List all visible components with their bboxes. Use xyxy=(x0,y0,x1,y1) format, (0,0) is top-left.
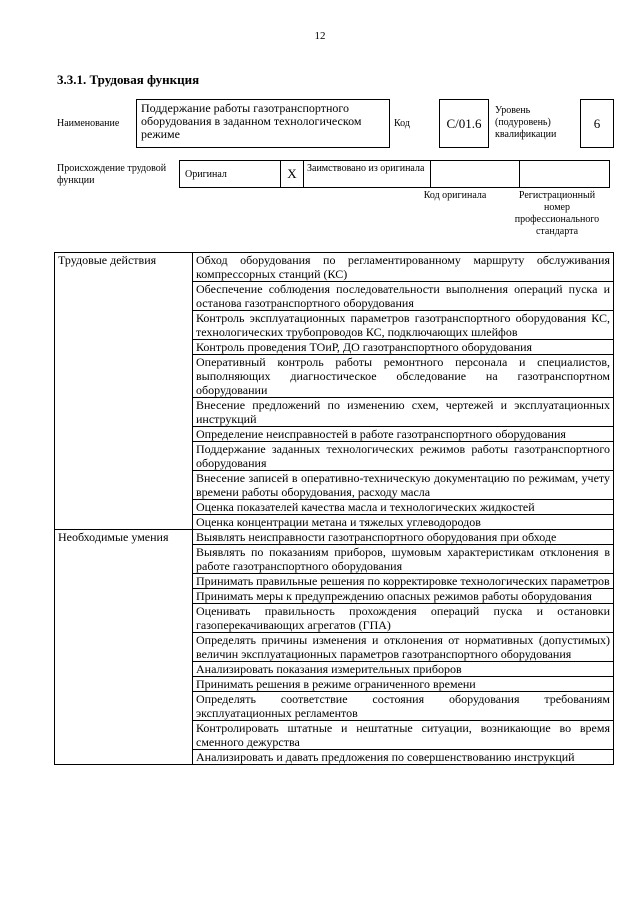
section-label: Необходимые умения xyxy=(55,530,193,765)
table-row xyxy=(55,530,614,545)
origin-label: Происхождение трудовой функции xyxy=(57,163,167,186)
code-label: Код xyxy=(394,118,410,129)
table-cell: Оценка концентрации метана и тяжелых углеводородов xyxy=(193,515,614,530)
borrowed-label: Заимствовано из оригинала xyxy=(303,160,431,188)
table-cell: Принимать решения в режиме ограниченного времени xyxy=(193,677,614,692)
table-cell: Внесение записей в оперативно-техническую документацию по режимам, учету времени работы оборудования, расходу масла xyxy=(193,471,614,500)
table-cell: Внесение предложений по изменению схем, чертежей и эксплуатационных инструкций xyxy=(193,398,614,427)
table-row xyxy=(55,253,614,282)
level-label: Уровень (подуровень) квалификации xyxy=(495,105,557,140)
table-cell: Обход оборудования по регламентированному маршруту обслуживания компрессорных станций (КС) xyxy=(193,253,614,282)
function-name: Поддержание работы газотранспортного оборудования в заданном технологическом режиме xyxy=(136,99,390,148)
table-cell: Оперативный контроль работы ремонтного персонала и специалистов, выполняющих диагностическое обследование на газотранспортном оборудовании xyxy=(193,355,614,398)
original-mark: X xyxy=(280,160,304,188)
table-cell: Выявлять неисправности газотранспортного оборудования при обходе xyxy=(193,530,614,545)
table-cell: Определять причины изменения и отклонения от нормативных (допустимых) величин эксплуатационных параметров газотранспортного оборудования xyxy=(193,633,614,662)
table-cell: Анализировать и давать предложения по совершенствованию инструкций xyxy=(193,750,614,765)
reg-number-label: Регистрационный номер профессионального стандарта xyxy=(514,190,600,237)
table-cell: Определять соответствие состояния оборудования требованиям эксплуатационных регламентов xyxy=(193,692,614,721)
functions-table xyxy=(54,252,614,765)
table-cell: Анализировать показания измерительных приборов xyxy=(193,662,614,677)
reg-number-cell xyxy=(519,160,610,188)
page-number: 12 xyxy=(314,30,326,42)
code-original-label: Код оригинала xyxy=(423,190,487,201)
name-label: Наименование xyxy=(57,118,120,129)
table-cell: Контроль эксплуатационных параметров газотранспортного оборудования КС, технологических трубопроводов КС, подключающих шлейфов xyxy=(193,311,614,340)
table-cell: Оценка показателей качества масла и технологических жидкостей xyxy=(193,500,614,515)
origin-row xyxy=(180,160,614,188)
table-cell: Контроль проведения ТОиР, ДО газотранспортного оборудования xyxy=(193,340,614,355)
table-cell: Определение неисправностей в работе газотранспортного оборудования xyxy=(193,427,614,442)
table-cell: Контролировать штатные и нештатные ситуации, возникающие во время сменного дежурства xyxy=(193,721,614,750)
table-cell: Принимать меры к предупреждению опасных режимов работы оборудования xyxy=(193,589,614,604)
section-label: Трудовые действия xyxy=(55,253,193,530)
table-cell: Принимать правильные решения по корректировке технологических параметров xyxy=(193,574,614,589)
table-cell: Поддержание заданных технологических режимов работы газотранспортного оборудования xyxy=(193,442,614,471)
level-value: 6 xyxy=(580,99,614,148)
original-label: Оригинал xyxy=(179,160,281,188)
table-cell: Выявлять по показаниям приборов, шумовым характеристикам отклонения в работе газотранспортного оборудования xyxy=(193,545,614,574)
table-cell: Обеспечение соблюдения последовательности выполнения операций пуска и останова газотранспортного оборудования xyxy=(193,282,614,311)
table-cell: Оценивать правильность прохождения операций пуска и остановки газоперекачивающих агрегатов (ГПА) xyxy=(193,604,614,633)
code-original-cell xyxy=(430,160,520,188)
code-value: С/01.6 xyxy=(439,99,489,148)
section-title: 3.3.1. Трудовая функция xyxy=(57,72,200,87)
